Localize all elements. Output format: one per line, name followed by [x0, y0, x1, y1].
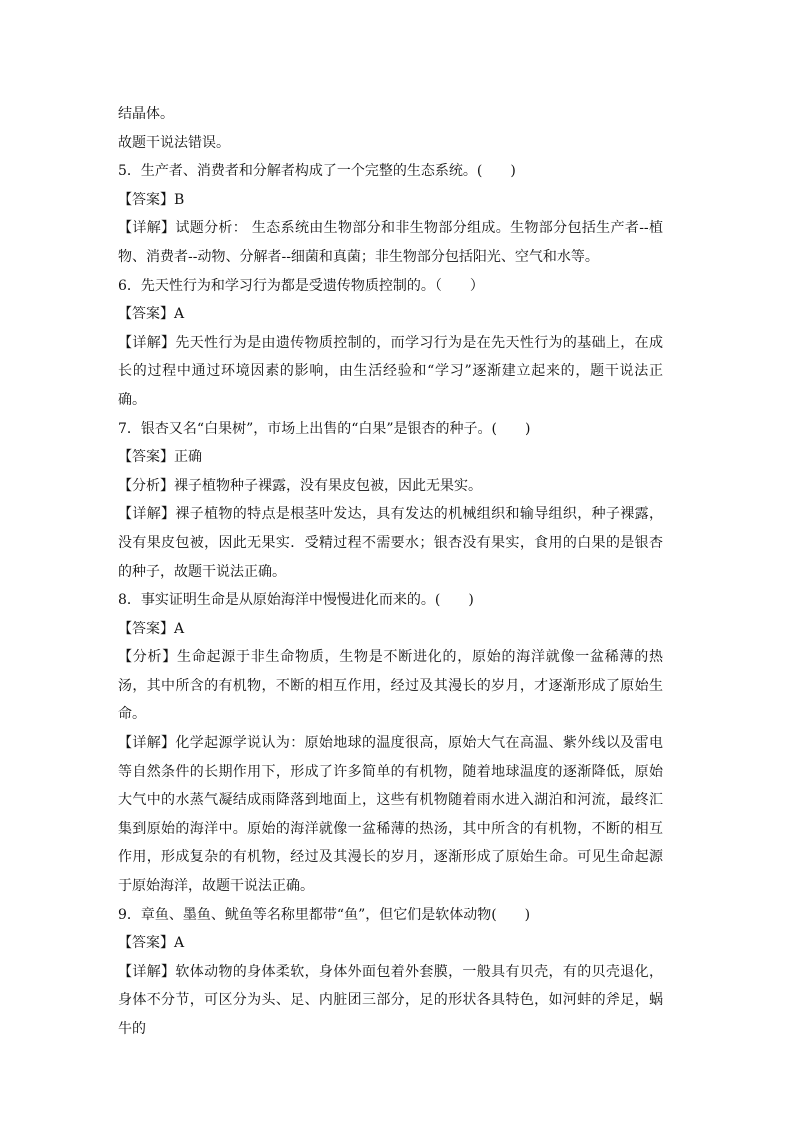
answer-label: 【答案】 — [118, 449, 174, 466]
explanation-paragraph — [118, 214, 663, 271]
question-5 — [118, 157, 663, 186]
explanation-text: 试题分析： 生态系统由生物部分和非生物部分组成。生物部分包括生产者--植物、消费者--动物、分解者--细菌和真菌；非生物部分包括阳光、空气和水等。 — [118, 220, 664, 265]
explanation-text: 软体动物的身体柔软，身体外面包着外套膜，一般具有贝壳，有的贝壳退化，身体不分节，可区分为头、足、内脏团三部分，足的形状各具特色，如河蚌的斧足，蜗牛的 — [118, 963, 663, 1037]
question-text: 8．事实证明生命是从原始海洋中慢慢进化而来的。( ) — [118, 592, 474, 609]
question-9 — [118, 901, 663, 930]
explanation-label: 【详解】 — [118, 220, 176, 237]
explanation-text: 先天性行为是由遗传物质控制的，而学习行为是在先天性行为的基础上，在成长的过程中通过环境因素的影响，由生活经验和“学习”逐渐建立起来的，题干说法正确。 — [118, 334, 663, 408]
text-line — [118, 129, 663, 158]
question-text: 9．章鱼、墨鱼、鱿鱼等名称里都带“鱼”，但它们是软体动物( ) — [118, 906, 531, 923]
answer-line — [118, 300, 663, 329]
question-text: 7．银杏又名“白果树”，市场上出售的“白果”是银杏的种子。( ) — [118, 420, 531, 437]
answer-line — [118, 615, 663, 644]
answer-label: 【答案】 — [118, 935, 174, 952]
answer-value: 正确 — [174, 449, 202, 466]
analysis-paragraph — [118, 643, 663, 729]
answer-label: 【答案】 — [118, 620, 174, 637]
answer-label: 【答案】 — [118, 191, 174, 208]
question-8 — [118, 586, 663, 615]
explanation-label: 【详解】 — [118, 506, 176, 523]
question-7 — [118, 415, 663, 444]
answer-line — [118, 443, 663, 472]
explanation-paragraph — [118, 729, 663, 901]
analysis-label: 【分析】 — [118, 649, 177, 666]
explanation-label: 【详解】 — [118, 963, 176, 980]
analysis-text: 裸子植物种子裸露，没有果皮包被，因此无果实。 — [174, 477, 482, 494]
paragraph-text: 结晶体。 — [118, 106, 174, 122]
answer-line — [118, 929, 663, 958]
question-text: 6．先天性行为和学习行为都是受遗传物质控制的。（ ） — [118, 277, 484, 294]
explanation-paragraph — [118, 958, 663, 1044]
explanation-label: 【详解】 — [118, 735, 176, 752]
analysis-line — [118, 472, 663, 501]
document-body — [118, 100, 663, 1044]
analysis-label: 【分析】 — [118, 477, 174, 494]
answer-label: 【答案】 — [118, 306, 174, 323]
analysis-text: 生命起源于非生命物质，生物是不断进化的，原始的海洋就像一盆稀薄的热汤，其中所含的有机物，不断的相互作用，经过及其漫长的岁月，才逐渐形成了原始生命。 — [118, 649, 663, 723]
text-line — [118, 100, 663, 129]
explanation-label: 【详解】 — [118, 334, 176, 351]
paragraph-text: 故题干说法错误。 — [118, 134, 230, 151]
explanation-text: 裸子植物的特点是根茎叶发达，具有发达的机械组织和输导组织，种子裸露，没有果皮包被，因此无果实．受精过程不需要水；银杏没有果实，食用的白果的是银杏的种子，故题干说法正确。 — [118, 506, 663, 580]
question-text: 5．生产者、消费者和分解者构成了一个完整的生态系统。( ) — [118, 163, 516, 180]
answer-value: A — [174, 935, 185, 952]
explanation-paragraph — [118, 500, 663, 586]
question-6 — [118, 272, 663, 301]
answer-value: A — [174, 620, 185, 637]
answer-value: B — [174, 191, 185, 208]
answer-value: A — [174, 306, 185, 323]
answer-line — [118, 186, 663, 215]
explanation-paragraph — [118, 329, 663, 415]
explanation-text: 化学起源学说认为：原始地球的温度很高，原始大气在高温、紫外线以及雷电等自然条件的长期作用下，形成了许多简单的有机物，随着地球温度的逐渐降低，原始大气中的水蒸气凝结成雨降落到地面上，这些有机物随着雨水进入湖泊和河流，最终汇集到原始的海洋中。原始的海洋就像一盆稀薄的热汤，其中所含的有机物，不断的相互作用，形成复杂的有机物，经过及其漫长的岁月，逐渐形成了原始生命。可见生命起源于原始海洋，故题干说法正确。 — [118, 735, 663, 895]
